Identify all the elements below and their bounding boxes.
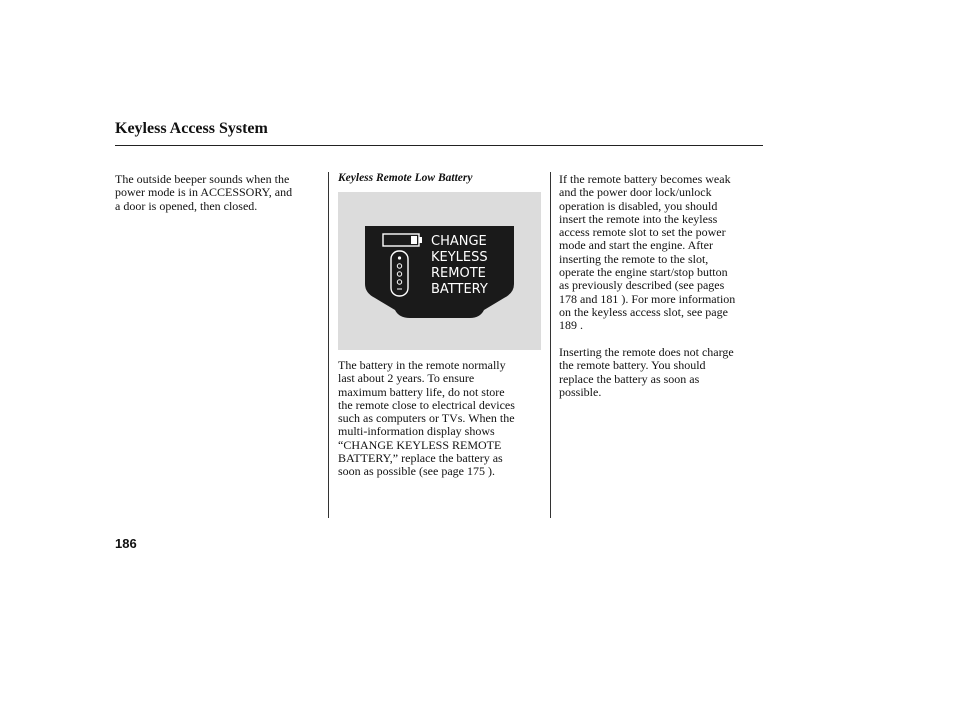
multi-info-display (338, 192, 541, 350)
column1-text: The outside beeper sounds when the power mode is in ACCESSORY, and a door is opened, then closed. (115, 172, 293, 213)
display-line-2: KEYLESS (431, 250, 488, 265)
title-rule (115, 145, 763, 146)
display-line-4: BATTERY (431, 282, 488, 297)
column-divider-left (328, 172, 329, 518)
display-figure (338, 192, 541, 350)
figure-caption: Keyless Remote Low Battery (338, 172, 473, 184)
page-number: 186 (115, 536, 137, 551)
column3-paragraph-1: If the remote battery becomes weak and the power door lock/unlock operation is disabled, you should insert the remote into the keyless access remote slot to set the power mode and start the engine. After inserting the remote to the slot, operate the engine start/stop button as previously described (see pages 178 and 181 ). For more information on the keyless access slot, see page 189 . (559, 172, 736, 333)
display-line-1: CHANGE (431, 234, 487, 249)
column-divider-right (550, 172, 551, 518)
page-title: Keyless Access System (115, 120, 268, 137)
display-line-3: REMOTE (431, 266, 486, 281)
column3-paragraph-2: Inserting the remote does not charge the remote battery. You should replace the battery as soon as possible. (559, 345, 734, 399)
column2-text: The battery in the remote normally last about 2 years. To ensure maximum battery life, do not store the remote close to electrical devices such as computers or TVs. When the multi-information display shows “CHANGE KEYLESS REMOTE BATTERY,” replace the battery as soon as possible (see page 175 ). (338, 358, 515, 479)
